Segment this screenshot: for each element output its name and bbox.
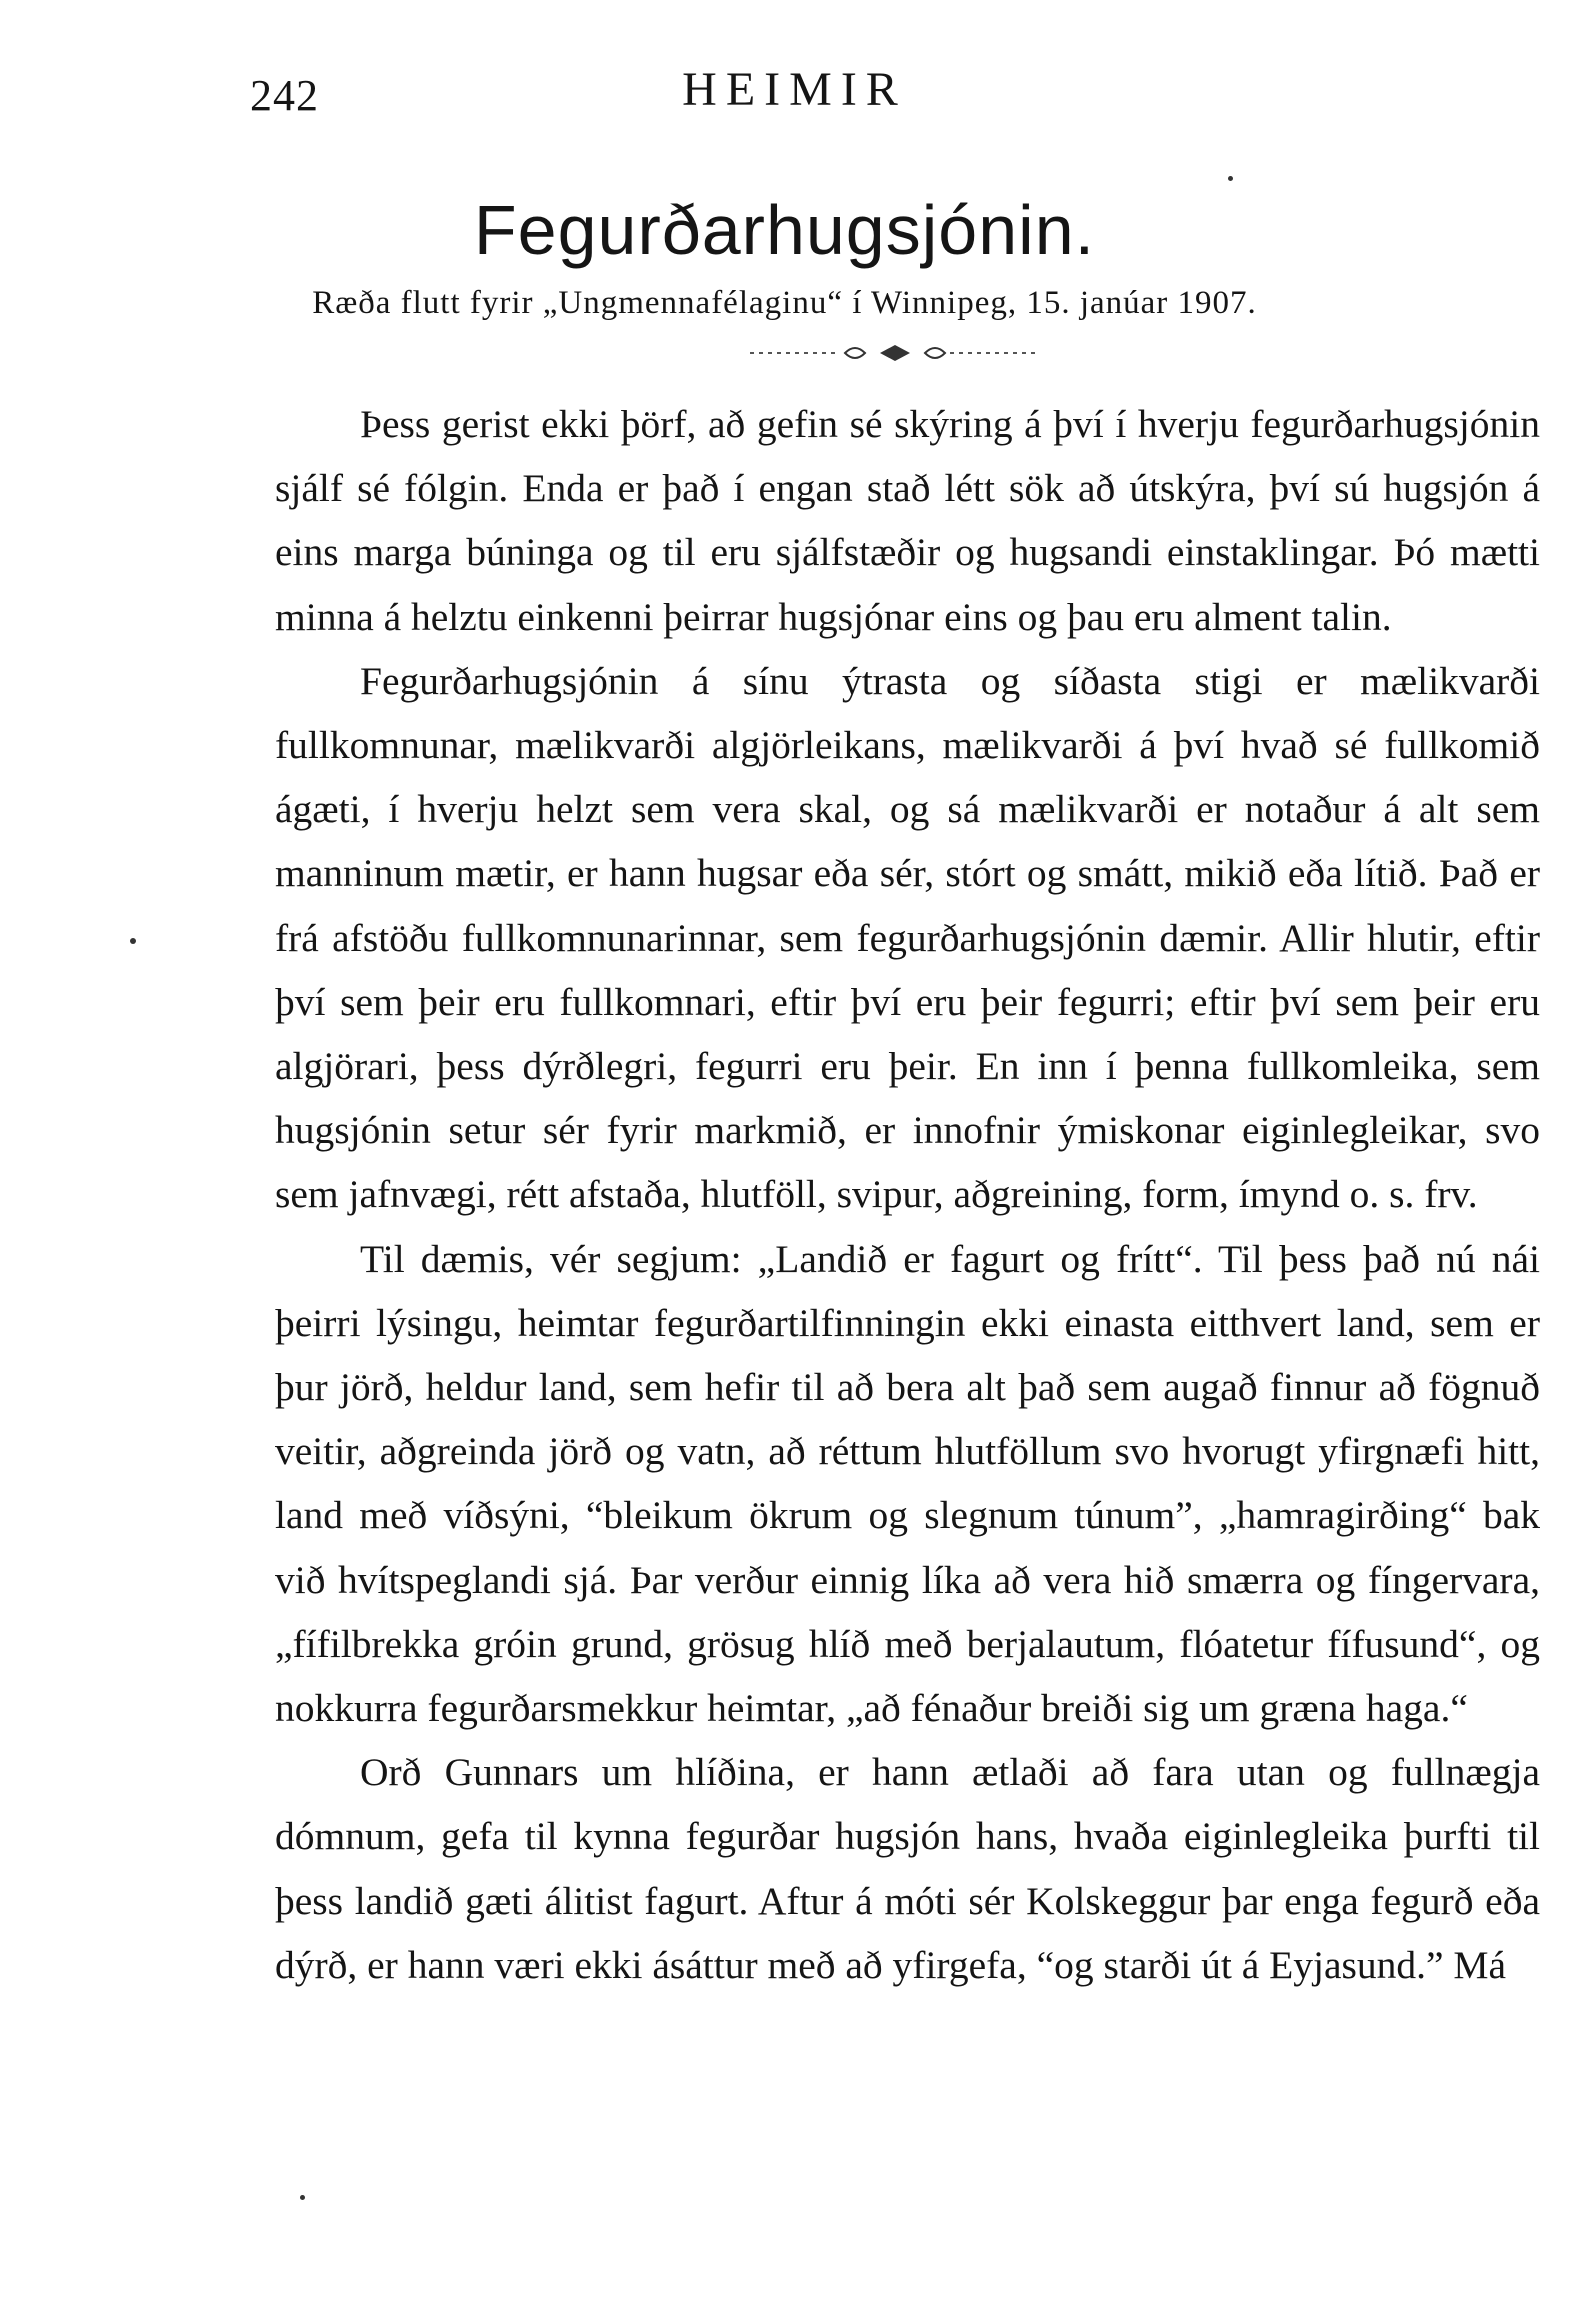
article-body [275,392,1540,1997]
ornament-divider [745,338,1045,368]
page-number: 242 [250,71,319,120]
paragraph: Orð Gunnars um hlíðina, er hann ætlaði að fara utan og fullnægja dómnum, gefa til kynna fegurðar hugsjón hans, hvaða eiginlegleika þurfti til þess landið gæti álitist fagurt. Aftur á móti sér Kolskeggur þar enga fegurð eða dýrð, er hann væri ekki ásáttur með að yfirgefa, “og starði út á Eyjasund.” Má [275,1750,1540,1987]
scan-speck [300,2195,305,2200]
article-subtitle: Ræða flutt fyrir „Ungmennafélaginu“ í Winnipeg, 15. janúar 1907. [312,285,1257,321]
article-title: Fegurðarhugsjónin. [473,191,1096,269]
running-head: HEIMIR [682,63,907,116]
scan-speck [130,938,136,944]
paragraph: Fegurðarhugsjónin á sínu ýtrasta og síðasta stigi er mælikvarði fullkomnunar, mælikvarði algjörleikans, mælikvarði á því hvað sé fullkomið ágæti, í hverju helzt sem vera skal, og sá mælikvarði er notaður á alt sem manninum mætir, er hann hugsar eða sér, stórt og smátt, mikið eða lítið. Það er frá afstöðu fullkomnunarinnar, sem fegurðarhugsjónin dæmir. Allir hlutir, eftir því sem þeir eru fullkomnari, eftir því eru þeir fegurri; eftir því sem þeir eru algjörari, þess dýrðlegri, fegurri eru þeir. En inn í þenna fullkomleika, sem hugsjónin setur sér fyrir markmið, er innofnir ýmiskonar eiginlegleikar, svo sem jafnvægi, rétt afstaða, hlutföll, svipur, aðgreining, form, ímynd o. s. frv. [275,658,1540,1217]
paragraph: Til dæmis, vér segjum: „Landið er fagurt og frítt“. Til þess það nú nái þeirri lýsingu, heimtar fegurðartilfinningin ekki einasta eitthvert land, sem er þur jörð, heldur land, sem hefir til að bera alt það sem augað finnur að fögnuð veitir, aðgreinda jörð og vatn, að réttum hlutföllum svo hvorugt yfirgnæfi hitt, land með víðsýni, “bleikum ökrum og slegnum túnum”, „hamragirðing“ bak við hvítspeglandi sjá. Þar verður einnig líka að vera hið smærra og fíngervara, „fífilbrekka gróin grund, grösug hlíð með berjalautum, flóatetur fífusund“, og nokkurra fegurðarsmekkur heimtar, „að fénaður breiði sig um græna haga.“ [275,1236,1540,1731]
scan-speck [1228,176,1233,181]
paragraph: Þess gerist ekki þörf, að gefin sé skýring á því í hverju fegurðarhugsjónin sjálf sé fólgin. Enda er það í engan stað létt sök að útskýra, því sú hugsjón á eins marga búninga og til eru sjálfstæðir og hugsandi einstaklingar. Þó mætti minna á helztu einkenni þeirrar hugsjónar eins og þau eru alment talin. [275,402,1540,639]
